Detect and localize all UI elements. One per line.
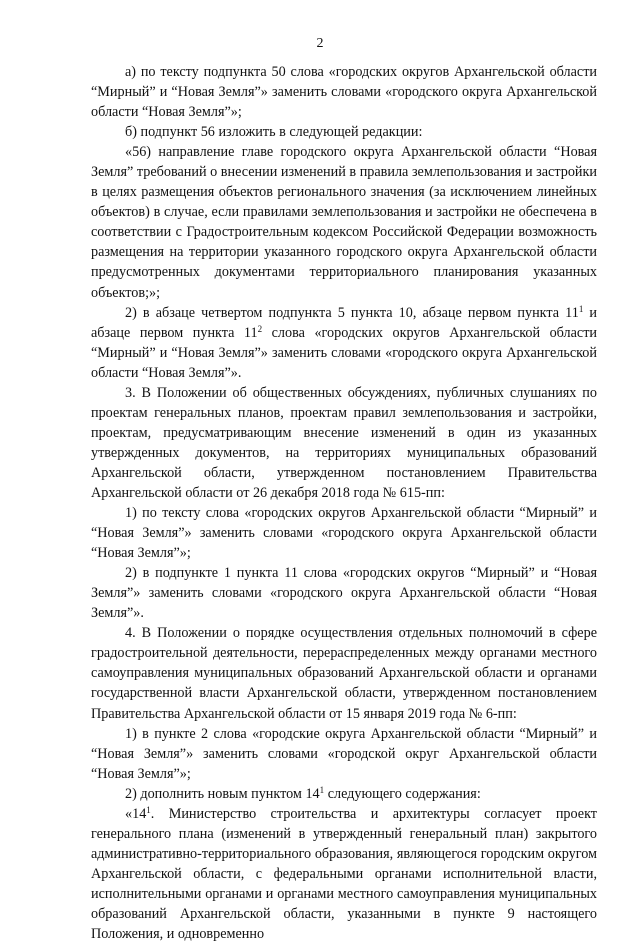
paragraph-text: и абзаце первом пункта 11: [91, 304, 598, 341]
paragraph-section-4: 4. В Положении о порядке осуществления отдельных полномочий в сфере градостроительной деятельности, перераспределенных между органами местного самоуправления муниципальных образований Архангельской области и органами государственной власти Архангельской области, утвержденном постановлением Правительства Архангельской области от 15 января 2019 года № 6-пп:: [91, 625, 597, 722]
superscript: 1: [578, 303, 584, 314]
paragraph-text: 2) дополнить новым пунктом 14: [125, 785, 320, 802]
page-number: 2: [316, 36, 324, 51]
paragraph-item-56: «56) направление главе городского округа Архангельской области “Новая Земля” требований о внесении изменений в правила землепользования и застройки в целях размещения объектов регионального значения (за исключением линейных объектов) в случае, если правилами землепользования и застройки не обеспечена в соответствии с Градостроительным кодексом Российской Федерации возможность размещения на территории указанного городского округа Архангельской области предусмотренных документами территориального планирования указанных объектов;»;: [91, 144, 597, 301]
document-body: [91, 62, 597, 944]
superscript: 2: [257, 323, 263, 334]
paragraph-subitem-a: а) по тексту подпункта 50 слова «городских округов Архангельской области “Мирный” и “Новая Земля”» заменить словами «городского округа Архангельской области “Новая Земля”»;: [91, 64, 597, 121]
paragraph-section-4-item-2: [91, 784, 597, 804]
paragraph-text: следующего содержания:: [324, 785, 481, 802]
paragraph-text: «14: [125, 805, 147, 822]
paragraph-item-14-1: [91, 804, 597, 944]
paragraph-section-3: 3. В Положении об общественных обсуждениях, публичных слушаниях по проектам генеральных планов, проектам правил землепользования и застройки, проектам, предусматривающим внесение изменений в один из указанных утвержденных документов, на территориях муниципальных образований Архангельской области, утвержденном постановлением Правительства Архангельской области от 26 декабря 2018 года № 615-пп:: [91, 384, 597, 501]
paragraph-item-2: [91, 303, 597, 383]
paragraph-section-4-item-1: 1) в пункте 2 слова «городские округа Архангельской области “Мирный” и “Новая Земля”» заменить словами «городской округ Архангельской области “Новая Земля”»;: [91, 725, 597, 782]
paragraph-section-3-item-2: 2) в подпункте 1 пункта 11 слова «городских округов “Мирный” и “Новая Земля”» заменить словами «городского округа Архангельской области “Новая Земля”».: [91, 565, 597, 622]
paragraph-text: слова «городских округов Архангельской области “Мирный” и “Новая Земля”» заменить словами «городского округа Архангельской области “Новая Земля”».: [91, 324, 598, 381]
superscript: 1: [146, 804, 151, 815]
superscript: 1: [319, 784, 325, 795]
paragraph-section-3-item-1: 1) по тексту слова «городских округов Архангельской области “Мирный” и “Новая Земля”» заменить словами «городского округа Архангельской области “Новая Земля”»;: [91, 505, 597, 562]
paragraph-text: 2) в абзаце четвертом подпункта 5 пункта 10, абзаце первом пункта 11: [125, 304, 579, 321]
paragraph-subitem-b: б) подпункт 56 изложить в следующей редакции:: [125, 124, 423, 141]
paragraph-text: . Министерство строительства и архитектуры согласует проект генерального плана (изменений в утвержденный генеральный план) закрытого административно-территориального образования, являющегося городским округом Архангельской области, с федеральными органами исполнительной власти, исполнительными органами и органами местного самоуправления муниципальных образований Архангельской области, указанными в пункте 9 настоящего Положения, и одновременно: [91, 805, 597, 943]
